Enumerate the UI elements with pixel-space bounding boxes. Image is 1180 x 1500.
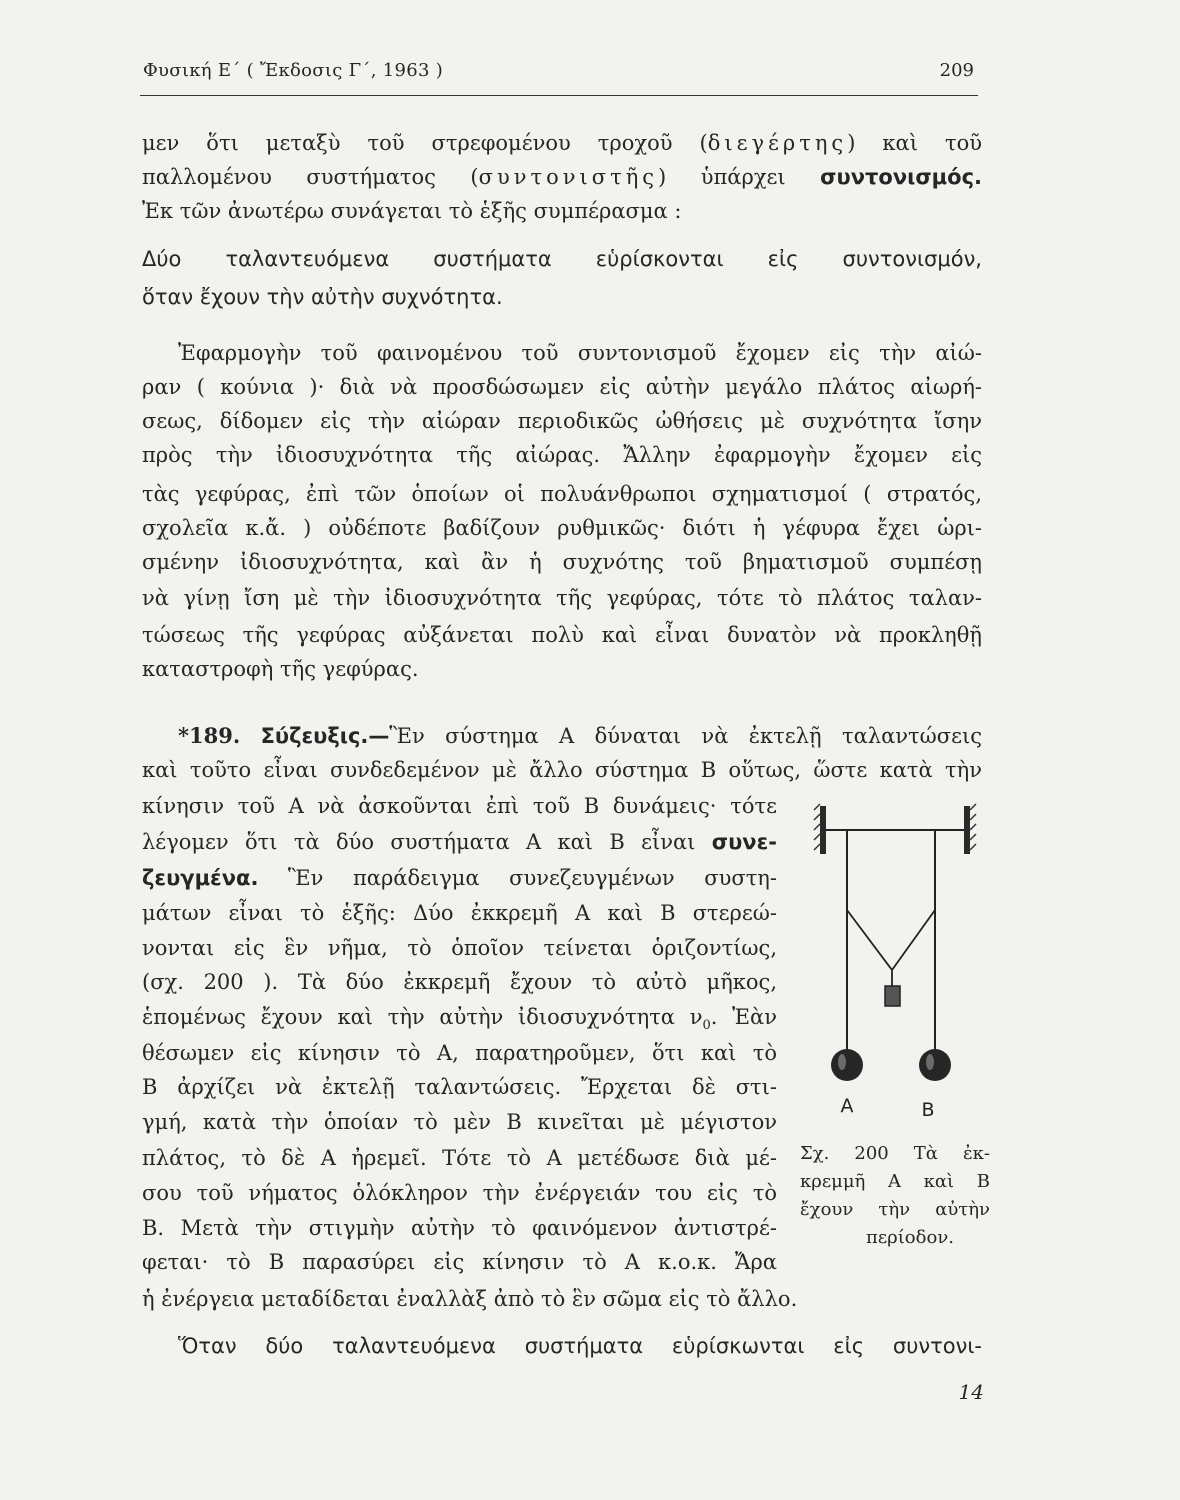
text-line: φεται· τὸ Β παρασύρει εἰς κίνησιν τὸ Α κ.ο.κ. Ἄρα xyxy=(142,1250,777,1274)
pendulum-bob-a xyxy=(831,1049,863,1081)
coupling-thread-left xyxy=(847,910,892,970)
caption-line: Σχ. 200 Τὰ ἐκ- xyxy=(800,1143,990,1164)
caption-line: κρεμμῆ Α καὶ Β xyxy=(800,1171,990,1192)
text-line: μάτων εἶναι τὸ ἑξῆς: Δύο ἐκκρεμῆ Α καὶ Β στερεώ- xyxy=(142,901,777,925)
text-line: νὰ γίνῃ ἴση μὲ τὴν ἰδιοσυχνότητα τῆς γεφύρας, τότε τὸ πλάτος ταλαν- xyxy=(142,586,982,610)
section-number: *189. xyxy=(178,723,241,748)
conclusion-line: Δύο ταλαντευόμενα συστήματα εὑρίσκονται εἰς συντονισμόν, xyxy=(142,247,982,271)
text-span: μεν ὅτι μεταξὺ τοῦ στρεφομένου τροχοῦ ( xyxy=(142,131,708,155)
text-line: (σχ. 200 ). Τὰ δύο ἐκκρεμῆ ἔχουν τὸ αὐτὸ μῆκος, xyxy=(142,970,777,994)
text-line: Β ἀρχίζει νὰ ἐκτελῇ ταλαντώσεις. Ἔρχεται δὲ στι- xyxy=(142,1075,777,1099)
text-line: νονται εἰς ἓν νῆμα, τὸ ὁποῖον τείνεται ὁριζοντίως, xyxy=(142,936,777,960)
bold-term: συνε- xyxy=(711,830,777,854)
text-line: ἡ ἐνέργεια μεταδίδεται ἐναλλὰξ ἀπὸ τὸ ἓν σῶμα εἰς τὸ ἄλλο. xyxy=(142,1287,798,1311)
left-wall-support xyxy=(814,804,826,854)
text-line: σμένην ἰδιοσυχνότητα, καὶ ἂν ἡ συχνότης τοῦ βηματισμοῦ συμπέσῃ xyxy=(142,550,982,574)
text-line: Β. Μετὰ τὴν στιγμὴν αὐτὴν τὸ φαινόμενον ἀντιστρέ- xyxy=(142,1216,777,1240)
text-line xyxy=(142,826,777,858)
pendulum-figure xyxy=(800,790,990,1120)
text-span: . Ἐὰν xyxy=(710,1005,777,1029)
text-span: ) καὶ τοῦ xyxy=(847,131,982,155)
text-span: Ἓν σύστημα Α δύναται νὰ ἐκτελῇ ταλαντώσεις xyxy=(389,724,982,748)
text-line: καταστροφὴ τῆς γεφύρας. xyxy=(142,657,419,681)
label-b: Β xyxy=(921,1099,935,1120)
bob-b-highlight xyxy=(926,1054,934,1070)
text-line: σεως, δίδομεν εἰς τὴν αἰώραν περιοδικῶς ὠθήσεις μὲ συχνότητα ἴσην xyxy=(142,409,982,433)
text-line: καὶ τοῦτο εἶναι συνδεδεμένον μὲ ἄλλο σύστημα Β οὕτως, ὥστε κατὰ τὴν xyxy=(142,758,982,782)
text-line xyxy=(142,862,777,894)
figure-caption xyxy=(800,1140,990,1252)
label-a: Α xyxy=(840,1095,854,1117)
signature-mark: 14 xyxy=(958,1380,984,1404)
text-line: Ἐφαρμογὴν τοῦ φαινομένου τοῦ συντονισμοῦ ἔχομεν εἰς τὴν αἰώ- xyxy=(178,341,982,365)
text-line xyxy=(142,1001,777,1042)
text-line: τώσεως τῆς γεφύρας αὐξάνεται πολὺ καὶ εἶναι δυνατὸν νὰ προκληθῇ xyxy=(142,623,982,647)
text-span: Ἓν παράδειγμα συνεζευγμένων συστη- xyxy=(288,866,777,890)
coupling-weight xyxy=(885,986,900,1006)
text-line: πλάτος, τὸ δὲ Α ἠρεμεῖ. Τότε τὸ Α μετέδωσε διὰ μέ- xyxy=(142,1146,777,1170)
pendulum-diagram xyxy=(800,790,990,1120)
bob-a-highlight xyxy=(838,1054,846,1070)
text-line: κίνησιν τοῦ Α νὰ ἀσκοῦνται ἐπὶ τοῦ Β δυνάμεις· τότε xyxy=(142,794,777,818)
pendulum-bob-b xyxy=(919,1049,951,1081)
text-line: γμή, κατὰ τὴν ὁποίαν τὸ μὲν Β κινεῖται μὲ μέγιστον xyxy=(142,1110,777,1134)
text-span: παλλομένου συστήματος ( xyxy=(142,165,479,189)
text-line: σου τοῦ νήματος ὁλόκληρον τὴν ἐνέργειάν του εἰς τὸ xyxy=(142,1181,777,1205)
subscript: 0 xyxy=(702,1018,711,1034)
page-number: 209 xyxy=(939,60,974,81)
right-wall-support xyxy=(964,804,976,854)
bold-term: ζευγμένα. xyxy=(142,866,259,890)
text-line: πρὸς τὴν ἰδιοσυχνότητα τῆς αἰώρας. Ἄλλην ἐφαρμογὴν ἔχομεν εἰς xyxy=(142,443,982,467)
text-span: λέγομεν ὅτι τὰ δύο συστήματα Α καὶ Β εἶναι xyxy=(142,830,696,854)
conclusion-line: ὅταν ἔχουν τὴν αὐτὴν συχνότητα. xyxy=(142,285,503,309)
bold-term: συντονισμός. xyxy=(820,165,982,189)
text-line: τὰς γεφύρας, ἐπὶ τῶν ὁποίων οἱ πολυάνθρωποι σχηματισμοί ( στρατός, xyxy=(142,482,982,506)
text-line xyxy=(142,161,982,193)
caption-line: ἔχουν τὴν αὐτὴν xyxy=(800,1199,990,1220)
text-line: σχολεῖα κ.ἄ. ) οὐδέποτε βαδίζουν ρυθμικῶς· διότι ἡ γέφυρα ἔχει ὡρι- xyxy=(142,516,982,540)
text-line: ραν ( κούνια )· διὰ νὰ προσδώσωμεν εἰς αὐτὴν μεγάλο πλάτος αἰωρή- xyxy=(142,375,982,399)
header-rule xyxy=(140,95,978,96)
text-line xyxy=(142,127,982,159)
running-header: Φυσική Ε΄ ( Ἔκδοσις Γ΄, 1963 ) xyxy=(143,60,444,81)
coupling-thread-right xyxy=(892,910,935,970)
text-line: θέσωμεν εἰς κίνησιν τὸ Α, παρατηροῦμεν, ὅτι καὶ τὸ xyxy=(142,1041,777,1065)
section-heading-line xyxy=(178,720,982,752)
spaced-term: διεγέρτης xyxy=(707,131,848,155)
caption-line: περίοδον. xyxy=(866,1227,954,1248)
text-line: Ἐκ τῶν ἀνωτέρω συνάγεται τὸ ἑξῆς συμπέρασμα : xyxy=(142,199,682,223)
last-line: Ὅταν δύο ταλαντευόμενα συστήματα εὑρίσκωνται εἰς συντονι- xyxy=(178,1334,982,1358)
text-span: ἑπομένως ἔχουν καὶ τὴν αὐτὴν ἰδιοσυχνότητα ν xyxy=(142,1005,703,1029)
section-title: Σύζευξις.— xyxy=(260,724,390,748)
text-span: ) ὑπάρχει xyxy=(658,165,786,189)
spaced-term: συντονιστῆς xyxy=(478,165,659,189)
